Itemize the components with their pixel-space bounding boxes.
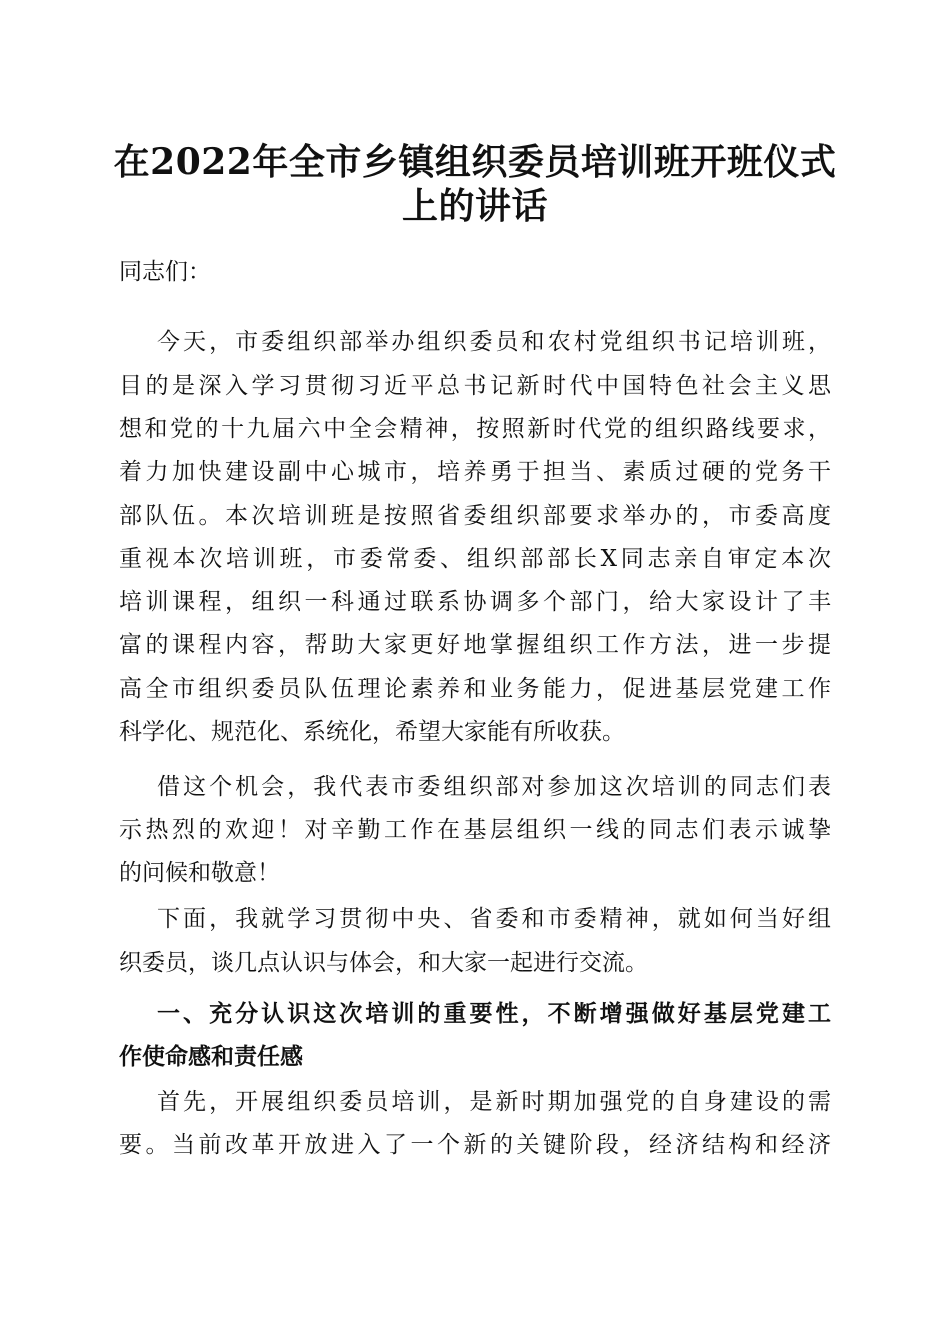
paragraph-line: 高全市组织委员队伍理论素养和业务能力，促进基层党建工作 [119, 676, 831, 702]
paragraph-line: 科学化、规范化、系统化，希望大家能有所收获。 [119, 719, 625, 745]
section-heading-line: 作使命感和责任感 [119, 1043, 303, 1070]
paragraph-line: 今天，市委组织部举办组织委员和农村党组织书记培训班， [157, 329, 831, 355]
paragraph-line: 织委员，谈几点认识与体会，和大家一起进行交流。 [119, 950, 648, 976]
paragraph-line: 培训课程，组织一科通过联系协调多个部门，给大家设计了丰 [119, 589, 831, 615]
paragraph-line: 的问候和敬意！ [119, 860, 280, 886]
document-title-line-1: 在2022年全市乡镇组织委员培训班开班仪式 [113, 141, 837, 183]
paragraph-line: 着力加快建设副中心城市，培养勇于担当、素质过硬的党务干 [119, 459, 831, 485]
paragraph-line: 借这个机会，我代表市委组织部对参加这次培训的同志们表 [157, 774, 831, 800]
document-title-line-2: 上的讲话 [401, 185, 548, 227]
paragraph-line: 要。当前改革开放进入了一个新的关键阶段，经济结构和经济 [119, 1132, 831, 1158]
salutation: 同志们： [119, 259, 211, 285]
paragraph-line: 重视本次培训班，市委常委、组织部部长X同志亲自审定本次 [119, 546, 831, 572]
paragraph-line: 下面，我就学习贯彻中央、省委和市委精神，就如何当好组 [157, 906, 831, 932]
paragraph-line: 想和党的十九届六中全会精神，按照新时代党的组织路线要求， [119, 416, 831, 442]
paragraph-line: 示热烈的欢迎！对辛勤工作在基层组织一线的同志们表示诚挚 [119, 817, 831, 843]
paragraph-line: 首先，开展组织委员培训，是新时期加强党的自身建设的需 [157, 1089, 831, 1115]
paragraph-line: 富的课程内容，帮助大家更好地掌握组织工作方法，进一步提 [119, 632, 831, 658]
section-heading-line: 一、充分认识这次培训的重要性，不断增强做好基层党建工 [157, 1000, 831, 1027]
paragraph-line: 目的是深入学习贯彻习近平总书记新时代中国特色社会主义思 [119, 373, 831, 399]
paragraph-line: 部队伍。本次培训班是按照省委组织部要求举办的，市委高度 [119, 503, 831, 529]
